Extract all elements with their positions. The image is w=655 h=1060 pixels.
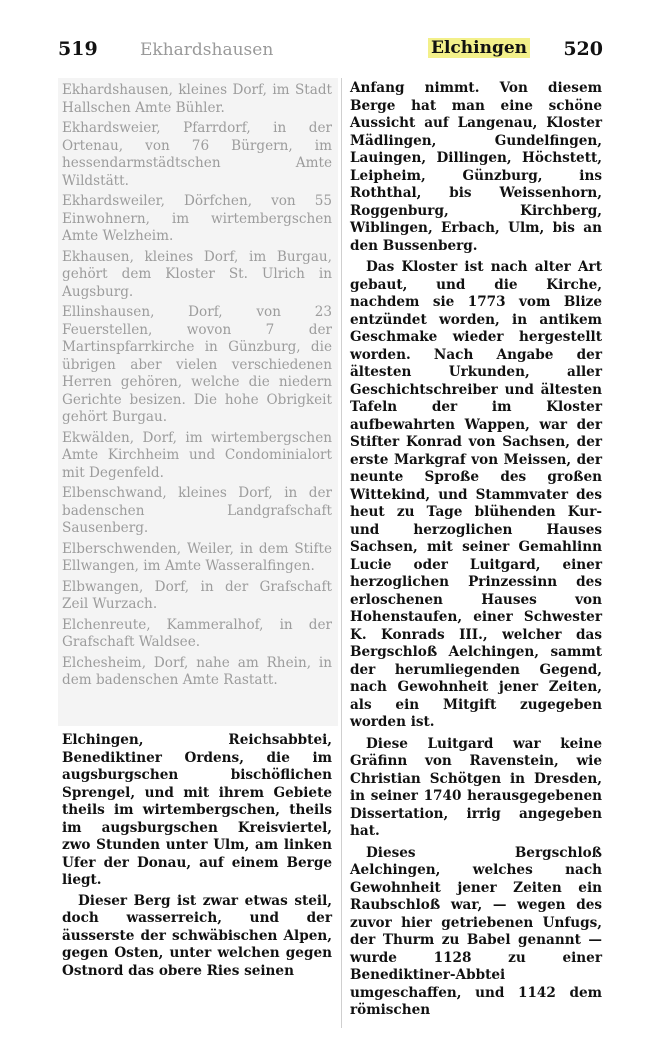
entry-head: Ekhardsweier — [62, 120, 157, 136]
entry-head: Elchingen — [62, 732, 139, 748]
entry-elchingen — [62, 732, 332, 890]
left-column-main — [62, 732, 332, 984]
entry-text: , Dorf, nahe am Rhein, in dem badenschen Amte Rastatt. — [62, 654, 332, 688]
entry-head: Ekwälden — [62, 429, 130, 446]
entry — [62, 617, 332, 652]
entry-text: , Dorf, in der Grafschaft Zeil Wurzach. — [62, 578, 332, 612]
entry-head: Ekhausen — [62, 248, 130, 265]
page-number-left: 519 — [58, 38, 98, 60]
entry-text: , Dorf, von 23 Feuerstellen, wovon 7 der Martinspfarrkirche in Günzburg, die übrigen aber vielen verschiedenen Herren gehören, welche die niedern Gerichte besizen. Die hohe Obrigkeit gehört Burgau. — [62, 304, 332, 425]
running-head-left: Ekhardshausen — [140, 40, 274, 60]
entry — [62, 82, 332, 117]
entry — [62, 485, 332, 538]
entry-head: Elberschwenden — [62, 540, 177, 557]
entry-head: Elchenreute — [62, 616, 147, 633]
entry-text: , Dorf, im wirtembergschen Amte Kirchheim und Condominialort mit Degenfeld. — [62, 429, 332, 481]
entry-head: Elchesheim — [62, 654, 142, 671]
right-column — [350, 80, 602, 1024]
page-number-right: 520 — [563, 38, 603, 60]
paragraph: Dieses Bergschloß Aelchingen, welches nach Gewohnheit jener Zeiten ein Raubschloß war, — wegen des zuvor hier getriebenen Unfugs, der Thurm zu Babel genannt — wurde 1128 zu einer Benediktiner-Abbtei umgeschaffen, und 1142 dem römischen — [350, 844, 602, 1018]
column-divider — [341, 78, 342, 1028]
entry — [62, 655, 332, 690]
entry-text: , kleines Dorf, in der badenschen Landgrafschaft Sausenberg. — [62, 485, 332, 536]
entry-head: Elbwangen — [62, 578, 139, 595]
entry — [62, 430, 332, 483]
entry-text: , kleines Dorf, im Stadt Hallschen Amte Bühler. — [62, 82, 332, 116]
entry-text: , Weiler, in dem Stifte Ellwangen, im Amte Wasseralfingen. — [62, 540, 332, 574]
entry — [62, 304, 332, 427]
entry — [62, 120, 332, 190]
entry-text: , Pfarrdorf, in der Ortenau, von 76 Bürgern, im hessendarmstädtschen Amte Wildstätt. — [62, 120, 332, 189]
entry — [62, 249, 332, 302]
entry-head: Ekhardsweiler — [62, 193, 161, 209]
entry — [62, 579, 332, 614]
paragraph: Anfang nimmt. Von diesem Berge hat man eine schöne Aussicht auf Langenau, Kloster Mädlingen, Gundelfingen, Lauingen, Dillingen, Höchstett, Leipheim, Günzburg, ins Roththal, bis Weissenhorn, Roggenburg, Kirchberg, Wiblingen, Erbach, Ulm, bis an den Bussenberg. — [350, 80, 602, 254]
entry-text: , Dörfchen, von 55 Einwohnern, im wirtembergschen Amte Welzheim. — [62, 193, 332, 244]
paragraph: Dieser Berg ist zwar etwas steil, doch wasserreich, und der äusserste der schwäbischen Alpen, gegen Osten, unter welchen gegen Ostnord das obere Ries seinen — [62, 892, 332, 979]
paragraph: Diese Luitgard war keine Gräfinn von Ravenstein, wie Christian Schötgen in Dresden, in seiner 1740 herausgegebenen Dissertation, irrig angegeben hat. — [350, 735, 602, 839]
entry-head: Elbenschwand — [62, 485, 163, 501]
entry — [62, 541, 332, 576]
entry-text: , kleines Dorf, im Burgau, gehört dem Kloster St. Ulrich in Augsburg. — [62, 248, 332, 300]
entry — [62, 193, 332, 246]
entry-head: Ekhardshausen — [62, 82, 169, 98]
entry-head: Ellinshausen — [62, 304, 151, 320]
entry-text: , Kammeralhof, in der Grafschaft Waldsee. — [62, 616, 332, 650]
entry-text: , Reichsabbtei, Benediktiner Ordens, die im augsburgschen bischöflichen Sprengel, und mit ihrem Gebiete theils im wirtembergschen, theils im augsburgschen Kreisviertel, zwo Stunden unter Ulm, am linken Ufer der Donau, auf einem Berge liegt. — [62, 732, 332, 888]
running-head-right-highlighted: Elchingen — [428, 38, 530, 58]
left-column-faded-entries — [62, 82, 332, 693]
paragraph: Das Kloster ist nach alter Art gebaut, und die Kirche, nachdem sie 1773 vom Blize entzündet worden, in antikem Geschmake wieder hergestellt worden. Nach Angabe der ältesten Urkunden, aller Geschichtschreiber und ältesten Tafeln der im Kloster aufbewahrten Wappen, war der Stifter Konrad von Sachsen, der erste Markgraf von Meissen, der neunte Sproße des großen Wittekind, und Stammvater des heut zu Tage blühenden Kur- und herzoglichen Hauses Sachsen, mit seiner Gemahlinn Lucie oder Luitgard, einer herzoglichen Prinzessinn des erloschenen Hauses von Hohenstaufen, einer Schwester K. Konrads III., welcher das Bergschloß Aelchingen, sammt der herumliegenden Gegend, nach Gewohnheit jener Zeiten, als ein Mitgift zugegeben worden ist. — [350, 259, 602, 730]
